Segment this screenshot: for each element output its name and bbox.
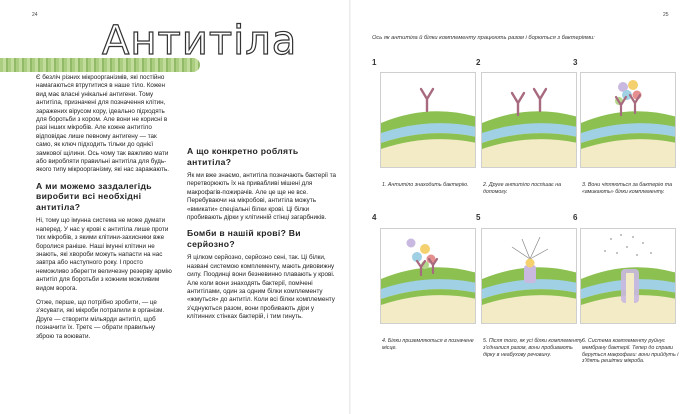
illustration-panel-2 (481, 72, 577, 168)
illustration-panel-5 (481, 228, 577, 324)
membrane-scene-6 (581, 229, 676, 324)
right-column (187, 146, 337, 322)
intro-paragraph: Є безліч різних мікроорганізмів, які постійно намагаються втрутитися в наше тіло. Кожен вид має власні унікальні антигени. Тому антитіла, призначені для позначення клітин, заражених вірусом кору, ідеально підходять для боротьби з кором. Але вони не корисні в разі інших мікробів. Але кожне антитіло відповідає лише певному антигену — так само, як ключ підходить тільки до однієї замкової щілини. Ось чому так важливо мати або виробляти правильні антитіла для будь-якого типу мікроорганізму, які нас заражають. (36, 74, 169, 174)
panel-3-caption: 3. Вони чіпляються за бактерію та «вмикають» білки комплементу. (582, 182, 673, 195)
membrane-scene-1 (381, 73, 476, 168)
illustration-panel-3 (580, 72, 676, 168)
panel-6-number: 6 (573, 213, 578, 222)
section-heading-bombs: Бомби в нашій крові? Ви серйозно? (187, 228, 301, 249)
left-column (36, 74, 174, 341)
paragraph-what-do: Як ми вже знаємо, антитіла позначають бактерії та перетворюють їх на привабливі мішені для макрофагів-пожирачів. Але це ще не все. Перебуваючи на мікробові, антитіла можуть «вмикати» спеціальні білки крові. Ці білки пробивають дірки у клітинній стінці загарбників. (187, 172, 337, 222)
left-page-number: 24 (32, 12, 38, 18)
panel-2-caption: 2. Друге антитіло поспішає на допомогу. (483, 182, 562, 195)
illustration-intro-caption: Ось як антитіла й білки комплементу працюють разом і борються з бактеріями: (372, 35, 595, 41)
panel-1-caption: 1. Антитіло знаходить бактерію. (382, 182, 469, 188)
panel-4-caption: 4. Білки приземляються в позначене місце. (382, 338, 474, 351)
panel-3-number: 3 (573, 58, 578, 67)
page-gutter (349, 0, 351, 414)
membrane-scene-5 (482, 229, 577, 324)
illustration-panel-1 (380, 72, 476, 168)
panel-1-number: 1 (372, 58, 377, 67)
illustration-panel-6 (580, 228, 676, 324)
membrane-scene-3 (581, 73, 676, 168)
section-heading-prepare: А ми можемо заздалегідь виробити всі необхідні антитіла? (36, 180, 152, 212)
page-title: Антитіла (102, 18, 298, 64)
paragraph-bombs: Я цілком серйозно, серйозно сені, так. Ці білки, названі системою комплементу, мають дивовижну силу. Поодинці вони безневинно плавають у крові. Але коли вони знаходять бактерії, помічені антитілами, один за одним білки комплементу «жмуться» до антитіл. Коли всі білки комплементу з'єднуються разом, вони пробивають діри у клітинних стінках бактерій, і тим гинуть. (187, 254, 335, 321)
membrane-scene-4 (381, 229, 476, 324)
membrane-scene-2 (482, 73, 577, 168)
complement-complex-icon (524, 259, 536, 284)
paragraph-prepare: Ні, тому що імунна система не може думати наперед. У нас у крові є антитіла лише проти тих мікробів, з якими клітини-захисники вже боролися раніше. Наші імунні клітини не знають, які хвороби можуть напасти на нас завтра або наступного року. І просто неможливо зберегти величезну резерву армію антитіл для боротьби з кожним можливим видом ворога. (36, 217, 172, 292)
panel-5-number: 5 (476, 213, 481, 222)
panel-4-number: 4 (372, 213, 377, 222)
panel-5-caption: 5. Після того, як усі білки комплементу з'єдналися разом, вони пробивають дірку в неабухову речовину. (483, 338, 583, 358)
illustration-panel-4 (380, 228, 476, 324)
section-heading-what-do: А що конкретно роблять антитіла? (187, 146, 299, 167)
paragraph-steps: Отже, перше, що потрібно зробити, — це з'ясувати, які мікроби потрапили в організм. Друге — створити мільярди антитіл, щоб позначити їх. Третє — обрати правильну зброю та воювати. (36, 299, 165, 340)
panel-6-caption: 6. Система комплементу руйнує мембрану бактерії. Тепер до справи беруться макрофаги: вони прийдуть і з'їдять решітки мікроба. (582, 338, 679, 365)
panel-2-number: 2 (476, 58, 481, 67)
right-page-number: 25 (663, 12, 669, 18)
membrane-pore-icon (621, 269, 639, 303)
